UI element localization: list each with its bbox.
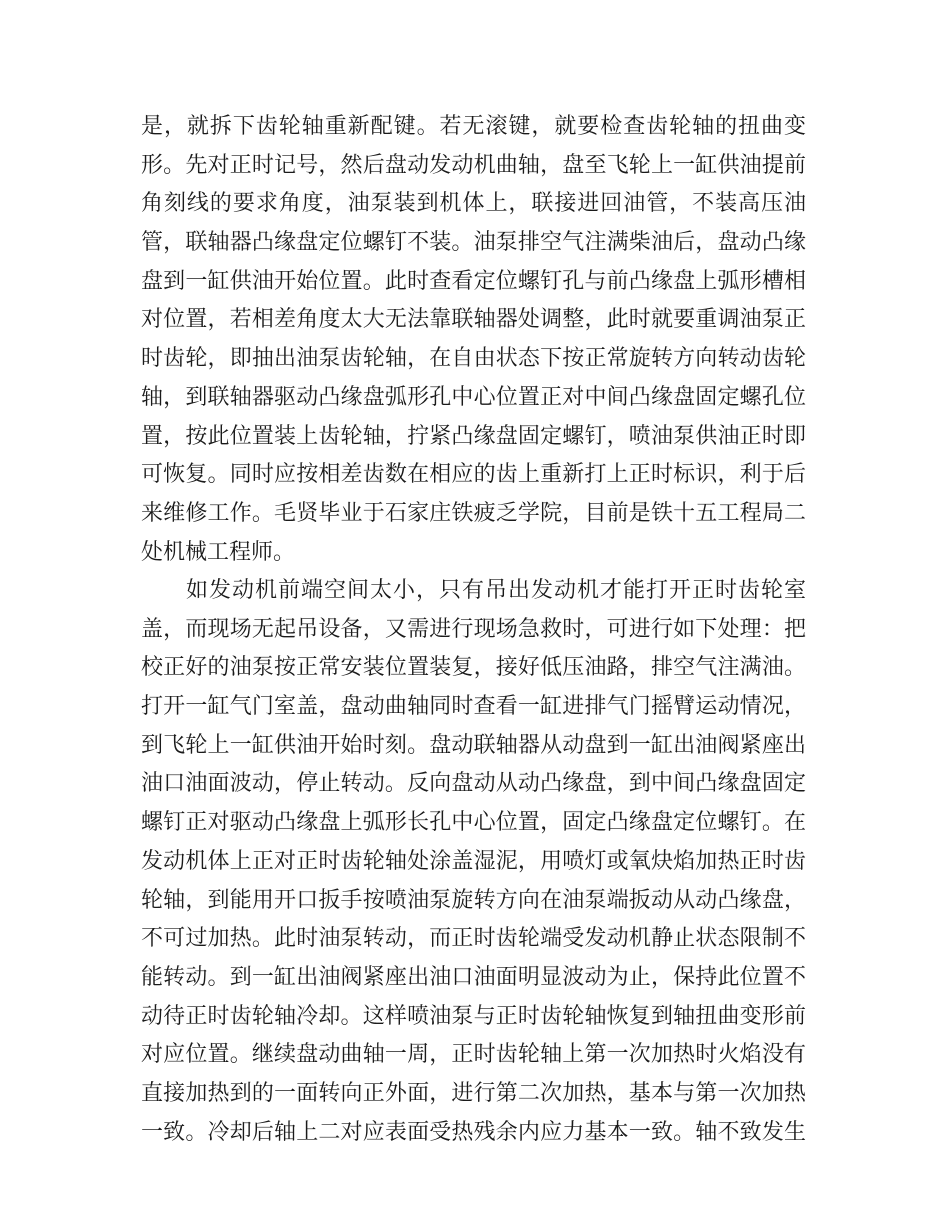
text-line: 角刻线的要求角度，油泵装到机体上，联接进回油管，不装高压油: [141, 191, 806, 217]
text-line: 时齿轮，即抽出油泵齿轮轴，在自由状态下按正常旋转方向转动齿轮: [141, 346, 806, 372]
text-line: 螺钉正对驱动凸缘盘上弧形长孔中心位置，固定凸缘盘定位螺钉。在: [141, 810, 806, 836]
text-line: 打开一缸气门室盖，盘动曲轴同时查看一缸进排气门摇臂运动情况，: [141, 694, 806, 720]
text-line: 形。先对正时记号，然后盘动发动机曲轴，盘至飞轮上一缸供油提前: [141, 152, 806, 178]
paragraph-2: [141, 572, 806, 1152]
text-line: 轮轴，到能用开口扳手按喷油泵旋转方向在油泵端扳动从动凸缘盘，: [141, 887, 806, 913]
text-line: 能转动。到一缸出油阀紧座出油口油面明显波动为止，保持此位置不: [141, 964, 806, 990]
text-line: 对位置，若相差角度太大无法靠联轴器处调整，此时就要重调油泵正: [141, 307, 806, 333]
text-line: 一致。冷却后轴上二对应表面受热残余内应力基本一致。轴不致发生: [141, 1119, 806, 1145]
text-line: 置，按此位置装上齿轮轴，拧紧凸缘盘固定螺钉，喷油泵供油正时即: [141, 423, 806, 449]
text-line: 发动机体上正对正时齿轮轴处涂盖湿泥，用喷灯或氧炔焰加热正时齿: [141, 848, 806, 874]
text-line: 可恢复。同时应按相差齿数在相应的齿上重新打上正时标识，利于后: [141, 462, 806, 488]
text-line: 盘到一缸供油开始位置。此时查看定位螺钉孔与前凸缘盘上弧形槽相: [141, 268, 806, 294]
text-line: 不可过加热。此时油泵转动，而正时齿轮端受发动机静止状态限制不: [141, 926, 806, 952]
paragraph-1: [141, 108, 806, 572]
text-line: 是，就拆下齿轮轴重新配键。若无滚键，就要检查齿轮轴的扭曲变: [141, 114, 806, 139]
text-line: 动待正时齿轮轴冷却。这样喷油泵与正时齿轮轴恢复到轴扭曲变形前: [141, 1003, 806, 1029]
text-line: 到飞轮上一缸供油开始时刻。盘动联轴器从动盘到一缸出油阀紧座出: [141, 732, 806, 758]
text-line: 轴，到联轴器驱动凸缘盘弧形孔中心位置正对中间凸缘盘固定螺孔位: [141, 384, 806, 410]
text-line: 处机械工程师。: [141, 539, 296, 565]
text-line: 对应位置。继续盘动曲轴一周，正时齿轮轴上第一次加热时火焰没有: [141, 1042, 806, 1068]
text-line: 如发动机前端空间太小，只有吊出发动机才能打开正时齿轮室: [186, 578, 806, 603]
text-line: 来维修工作。毛贤毕业于石家庄铁疲乏学院，目前是铁十五工程局二: [141, 500, 806, 526]
text-line: 直接加热到的一面转向正外面，进行第二次加热，基本与第一次加热: [141, 1080, 806, 1106]
text-line: 盖，而现场无起吊设备，又需进行现场急救时，可进行如下处理：把: [141, 616, 806, 642]
text-line: 油口油面波动，停止转动。反向盘动从动凸缘盘，到中间凸缘盘固定: [141, 771, 806, 797]
text-line: 校正好的油泵按正常安装位置装复，接好低压油路，排空气注满油。: [141, 655, 806, 681]
text-line: 管，联轴器凸缘盘定位螺钉不装。油泵排空气注满柴油后，盘动凸缘: [141, 230, 806, 256]
